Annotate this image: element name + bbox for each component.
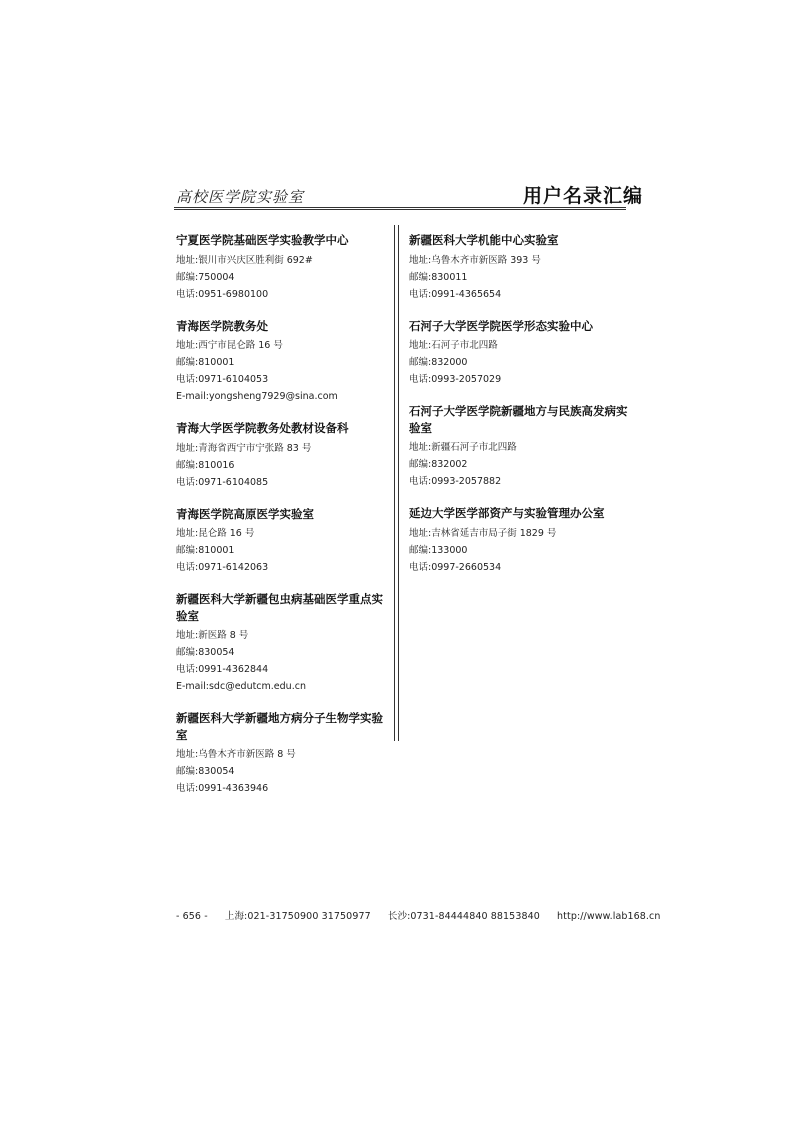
footer-shanghai-phone: 上海:021-31750900 31750977: [224, 911, 371, 922]
directory-entry: [409, 318, 634, 389]
entry-detail-line: 电话:0993-2057029: [409, 374, 502, 385]
entry-detail-line: 地址:银川市兴庆区胜利街 692#: [176, 254, 313, 266]
entry-detail-line: 地址:新疆石河子市北四路: [409, 442, 517, 453]
page-footer: [176, 908, 675, 922]
directory-entry: [409, 505, 634, 576]
entry-detail-line: 电话:0971-6142063: [176, 562, 269, 573]
directory-entry: [176, 420, 388, 491]
entry-detail-line: 地址:新医路 8 号: [176, 630, 249, 641]
entry-name: 石河子大学医学院医学形态实验中心: [409, 318, 593, 333]
entry-detail-line: 地址:石河子市北四路: [409, 340, 498, 351]
entry-detail-line: 邮编:830054: [176, 647, 235, 658]
entry-detail-line: 地址:乌鲁木齐市新医路 8 号: [176, 749, 296, 760]
entry-detail-line: 电话:0997-2660534: [409, 561, 502, 573]
entry-detail-line: 电话:0971-6104053: [176, 374, 269, 385]
directory-entry: [176, 710, 388, 797]
header-right-title: 用户名录汇编: [523, 185, 644, 207]
directory-entry: [176, 591, 388, 695]
entry-detail-line: 邮编:810001: [176, 357, 235, 368]
entry-detail-line: 邮编:810016: [176, 459, 235, 471]
entry-detail-line: 地址:吉林省延吉市局子街 1829 号: [409, 527, 557, 539]
entry-detail-line: 邮编:750004: [176, 271, 235, 283]
entry-detail-line: 邮编:832000: [409, 357, 468, 368]
entry-name: 新疆医科大学机能中心实验室: [409, 233, 559, 247]
entry-name: 青海大学医学院教务处教材设备科: [176, 421, 349, 435]
entry-detail-line: 电话:0993-2057882: [409, 476, 502, 487]
left-column: [176, 232, 388, 812]
entry-detail-line: 电话:0991-4362844: [176, 664, 269, 675]
entry-name: 新疆医科大学新疆包虫病基础医学重点实验室: [176, 592, 383, 623]
entry-name: 青海医学院高原医学实验室: [176, 506, 314, 521]
page-number: - 656 -: [176, 911, 208, 922]
entry-detail-line: 地址:青海省西宁市宁张路 83 号: [176, 442, 312, 454]
header-left-title: 高校医学院实验室: [176, 188, 305, 206]
entry-detail-line: 邮编:133000: [409, 544, 468, 556]
entry-detail-line: 邮编:830011: [409, 271, 468, 283]
directory-entry: [409, 232, 634, 303]
entry-name: 石河子大学医学院新疆地方与民族高发病实验室: [409, 404, 628, 435]
entry-detail-line: E-mail:yongsheng7929@sina.com: [176, 391, 338, 402]
entry-detail-line: 邮编:830054: [176, 766, 235, 777]
footer-url[interactable]: http://www.lab168.cn: [557, 911, 661, 922]
entry-detail-line: 电话:0951-6980100: [176, 288, 269, 300]
entry-detail-line: 邮编:810001: [176, 545, 235, 556]
entry-name: 延边大学医学部资产与实验管理办公室: [409, 506, 605, 520]
entry-detail-line: 地址:乌鲁木齐市新医路 393 号: [409, 254, 541, 266]
footer-changsha-phone: 长沙:0731-84444840 88153840: [387, 911, 540, 922]
header-rule-bottom: [174, 209, 626, 210]
directory-entry: [176, 506, 388, 577]
entry-detail-line: 电话:0991-4365654: [409, 288, 502, 300]
entry-detail-line: 邮编:832002: [409, 459, 468, 470]
entry-name: 宁夏医学院基础医学实验教学中心: [176, 233, 349, 247]
entry-detail-line: 电话:0971-6104085: [176, 476, 269, 488]
entry-name: 新疆医科大学新疆地方病分子生物学实验室: [176, 711, 383, 742]
entry-name: 青海医学院教务处: [176, 318, 268, 333]
header-rule-top: [174, 207, 626, 208]
right-column: [409, 232, 634, 591]
entry-detail-line: 地址:西宁市昆仑路 16 号: [176, 340, 283, 351]
entry-detail-line: E-mail:sdc@edutcm.edu.cn: [176, 681, 306, 692]
entry-detail-line: 地址:昆仑路 16 号: [176, 528, 255, 539]
directory-entry: [409, 403, 634, 490]
entry-detail-line: 电话:0991-4363946: [176, 783, 269, 794]
directory-entry: [176, 318, 388, 406]
directory-entry: [176, 232, 388, 303]
column-divider: [394, 225, 399, 741]
